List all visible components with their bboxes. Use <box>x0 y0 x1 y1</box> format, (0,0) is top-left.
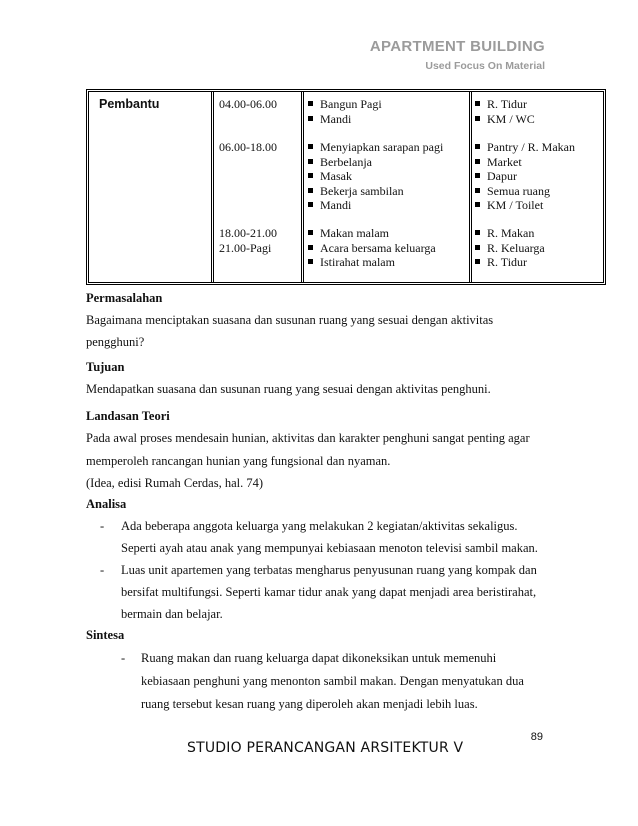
activity-list <box>306 226 436 270</box>
list-item: Berbelanja <box>306 155 443 170</box>
paragraph-line: memperoleh rancangan hunian yang fungsional dan nyaman. <box>86 454 391 468</box>
activity-table <box>86 89 606 285</box>
paragraph-line: Pada awal proses mendesain hunian, aktivitas dan karakter penghuni sangat penting agar <box>86 431 530 445</box>
paragraph-line: Luas unit apartemen yang terbatas mengharus penyusunan ruang yang kompak dan <box>121 563 537 577</box>
list-item: KM / WC <box>473 112 535 127</box>
list-item: Dapur <box>473 169 575 184</box>
citation: (Idea, edisi Rumah Cerdas, hal. 74) <box>86 476 264 490</box>
paragraph-line: kebiasaan penghuni yang menonton sambil makan. Dengan menyatukan dua <box>141 674 524 688</box>
activity-list <box>306 140 443 213</box>
list-item: R. Tidur <box>473 97 535 112</box>
table-divider <box>211 92 214 282</box>
list-item: Bekerja sambilan <box>306 184 443 199</box>
paragraph-line: Ada beberapa anggota keluarga yang melakukan 2 kegiatan/aktivitas sekaligus. <box>121 519 518 533</box>
room-list <box>473 226 545 270</box>
table-divider <box>301 92 304 282</box>
list-item: Market <box>473 155 575 170</box>
time-line: 21.00-Pagi <box>219 240 272 255</box>
time-line: 18.00-21.00 <box>219 226 277 240</box>
time-cell <box>219 226 277 255</box>
list-item: Menyiapkan sarapan pagi <box>306 140 443 155</box>
paragraph-line: Seperti ayah atau anak yang mempunyai kebiasaan menoton televisi sambil makan. <box>121 541 538 555</box>
list-item: Istirahat malam <box>306 255 436 270</box>
paragraph-line: bermain dan belajar. <box>121 607 223 621</box>
table-divider <box>469 92 472 282</box>
time-cell: 04.00-06.00 <box>219 97 277 111</box>
page-number: 89 <box>530 731 543 743</box>
list-item: KM / Toilet <box>473 198 575 213</box>
list-item: Pantry / R. Makan <box>473 140 575 155</box>
list-item: Bangun Pagi <box>306 97 382 112</box>
footer-title: STUDIO PERANCANGAN ARSITEKTUR V <box>187 740 464 756</box>
list-dash: - <box>100 519 105 533</box>
paragraph-line: Ruang makan dan ruang keluarga dapat dikoneksikan untuk memenuhi <box>141 651 497 665</box>
list-item: Mandi <box>306 112 382 127</box>
section-heading-analisa: Analisa <box>86 497 127 511</box>
list-item: R. Tidur <box>473 255 545 270</box>
paragraph-line: pengghuni? <box>86 335 145 349</box>
list-item: Makan malam <box>306 226 436 241</box>
room-list <box>473 97 535 126</box>
section-heading-landasan-teori: Landasan Teori <box>86 409 170 423</box>
header-title: APARTMENT BUILDING <box>369 38 545 55</box>
list-item: R. Keluarga <box>473 241 545 256</box>
time-cell: 06.00-18.00 <box>219 140 277 154</box>
section-heading-permasalahan: Permasalahan <box>86 291 163 305</box>
list-item: R. Makan <box>473 226 545 241</box>
paragraph-line: Mendapatkan suasana dan susunan ruang yang sesuai dengan aktivitas penghuni. <box>86 382 491 396</box>
section-heading-sintesa: Sintesa <box>86 628 125 642</box>
role-label: Pembantu <box>99 97 160 111</box>
paragraph-line: ruang tersebut kesan ruang yang diperoleh akan menjadi lebih luas. <box>141 697 478 711</box>
list-item: Mandi <box>306 198 443 213</box>
list-dash: - <box>121 651 126 665</box>
list-dash: - <box>100 563 105 577</box>
list-item: Masak <box>306 169 443 184</box>
list-item: Semua ruang <box>473 184 575 199</box>
paragraph-line: bersifat multifungsi. Seperti kamar tidur anak yang dapat menjadi area beristirahat, <box>121 585 537 599</box>
header-subtitle: Used Focus On Material <box>425 60 545 72</box>
room-list <box>473 140 575 213</box>
section-heading-tujuan: Tujuan <box>86 360 125 374</box>
paragraph-line: Bagaimana menciptakan suasana dan susunan ruang yang sesuai dengan aktivitas <box>86 313 494 327</box>
activity-list <box>306 97 382 126</box>
list-item: Acara bersama keluarga <box>306 241 436 256</box>
